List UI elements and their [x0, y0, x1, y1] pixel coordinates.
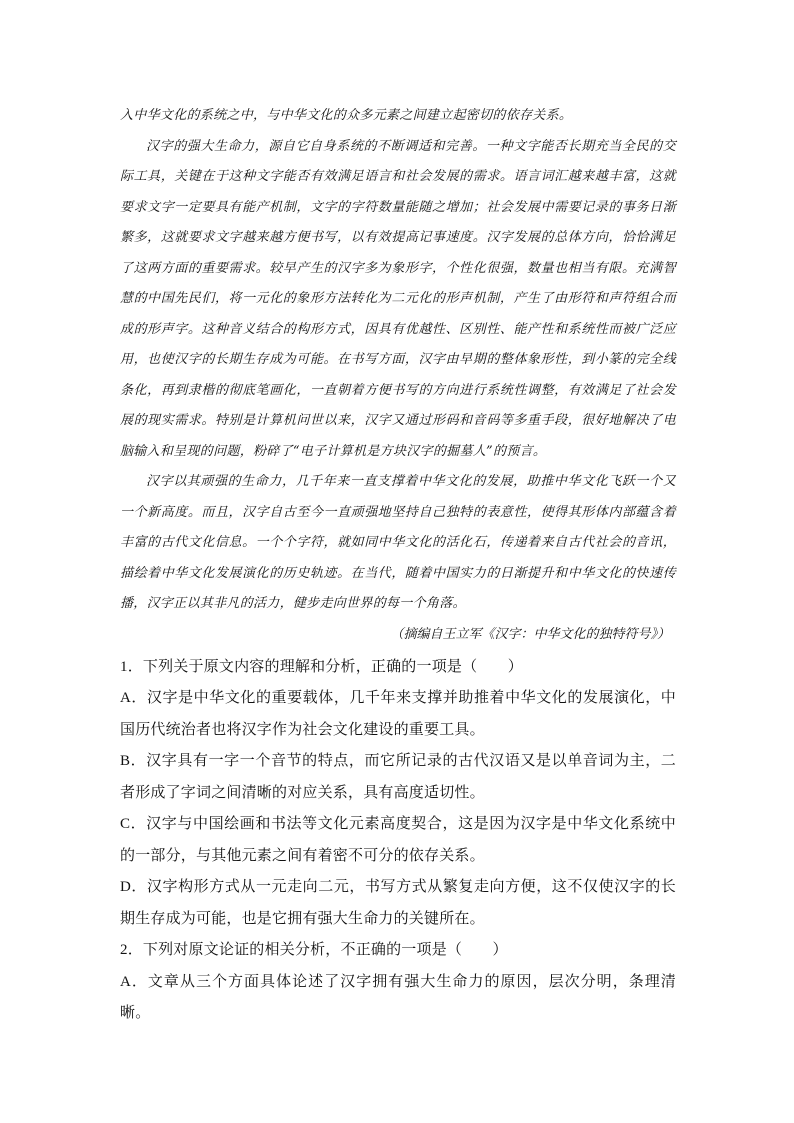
reading-passage — [120, 101, 676, 620]
question-1-option-c[interactable]: C．汉字与中国绘画和书法等文化元素高度契合，这是因为汉字是中华文化系统中的一部分，与其他元素之间有着密不可分的依存关系。 — [120, 816, 676, 864]
question-2-stem: 2．下列对原文论证的相关分析，不正确的一项是（ ） — [120, 942, 508, 958]
passage-paragraph: 汉字的强大生命力，源自它自身系统的不断调适和完善。一种文字能否长期充当全民的交际工具，关键在于这种文字能否有效满足语言和社会发展的需求。语言词汇越来越丰富，这就要求文字一定要具有能产机制，文字的字符数量能随之增加；社会发展中需要记录的事务日渐繁多，这就要求文字越来越方便书写，以有效提高记事速度。汉字发展的总体方向，恰恰满足了这两方面的重要需求。较早产生的汉字多为象形字，个性化很强，数量也相当有限。充满智慧的中国先民们，将一元化的象形方法转化为二元化的形声机制，产生了由形符和声符组合而成的形声字。这种音义结合的构形方式，因具有优越性、区别性、能产性和系统性而被广泛应用，也使汉字的长期生存成为可能。在书写方面，汉字由早期的整体象形性，到小篆的完全线条化，再到隶楷的彻底笔画化，一直朝着方便书写的方向进行系统性调整，有效满足了社会发展的现实需求。特别是计算机问世以来，汉字又通过形码和音码等多重手段，很好地解决了电脑输入和呈现的问题，粉碎了“电子计算机是方块汉字的掘墓人”的预言。 — [120, 138, 676, 459]
question-1-option-d[interactable]: D．汉字构形方式从一元走向二元，书写方式从繁复走向方便，这不仅使汉字的长期生存成为可能，也是它拥有强大生命力的关键所在。 — [120, 879, 676, 927]
question-2-option-a[interactable]: A．文章从三个方面具体论述了汉字拥有强大生命力的原因，层次分明，条理清晰。 — [120, 973, 676, 1021]
question-1-stem: 1．下列关于原文内容的理解和分析，正确的一项是（ ） — [120, 658, 523, 675]
question-list — [120, 652, 676, 1030]
question-1-option-b[interactable]: B．汉字具有一字一个音节的特点，而它所记录的古代汉语又是以单音词为主，二者形成了字词之间清晰的对应关系，具有高度适切性。 — [120, 753, 676, 801]
passage-paragraph-continued: 入中华文化的系统之中，与中华文化的众多元素之间建立起密切的依存关系。 — [120, 108, 573, 123]
passage-paragraph: 汉字以其顽强的生命力，几千年来一直支撑着中华文化的发展，助推中华文化飞跃一个又一个新高度。而且，汉字自古至今一直顽强地坚持自己独特的表意性，使得其形体内部蕴含着丰富的古代文化信息。一个个字符，就如同中华文化的活化石，传递着来自古代社会的音讯，描绘着中华文化发展演化的历史轨迹。在当代，随着中国实力的日渐提升和中华文化的快速传播，汉字正以其非凡的活力，健步走向世界的每一个角落。 — [120, 474, 676, 611]
question-1-option-a[interactable]: A．汉字是中华文化的重要载体，几千年来支撑并助推着中华文化的发展演化，中国历代统治者也将汉字作为社会文化建设的重要工具。 — [120, 690, 676, 738]
page-content — [120, 101, 676, 1030]
passage-source-citation: （摘编自王立军《汉字：中华文化的独特符号》） — [390, 626, 670, 642]
